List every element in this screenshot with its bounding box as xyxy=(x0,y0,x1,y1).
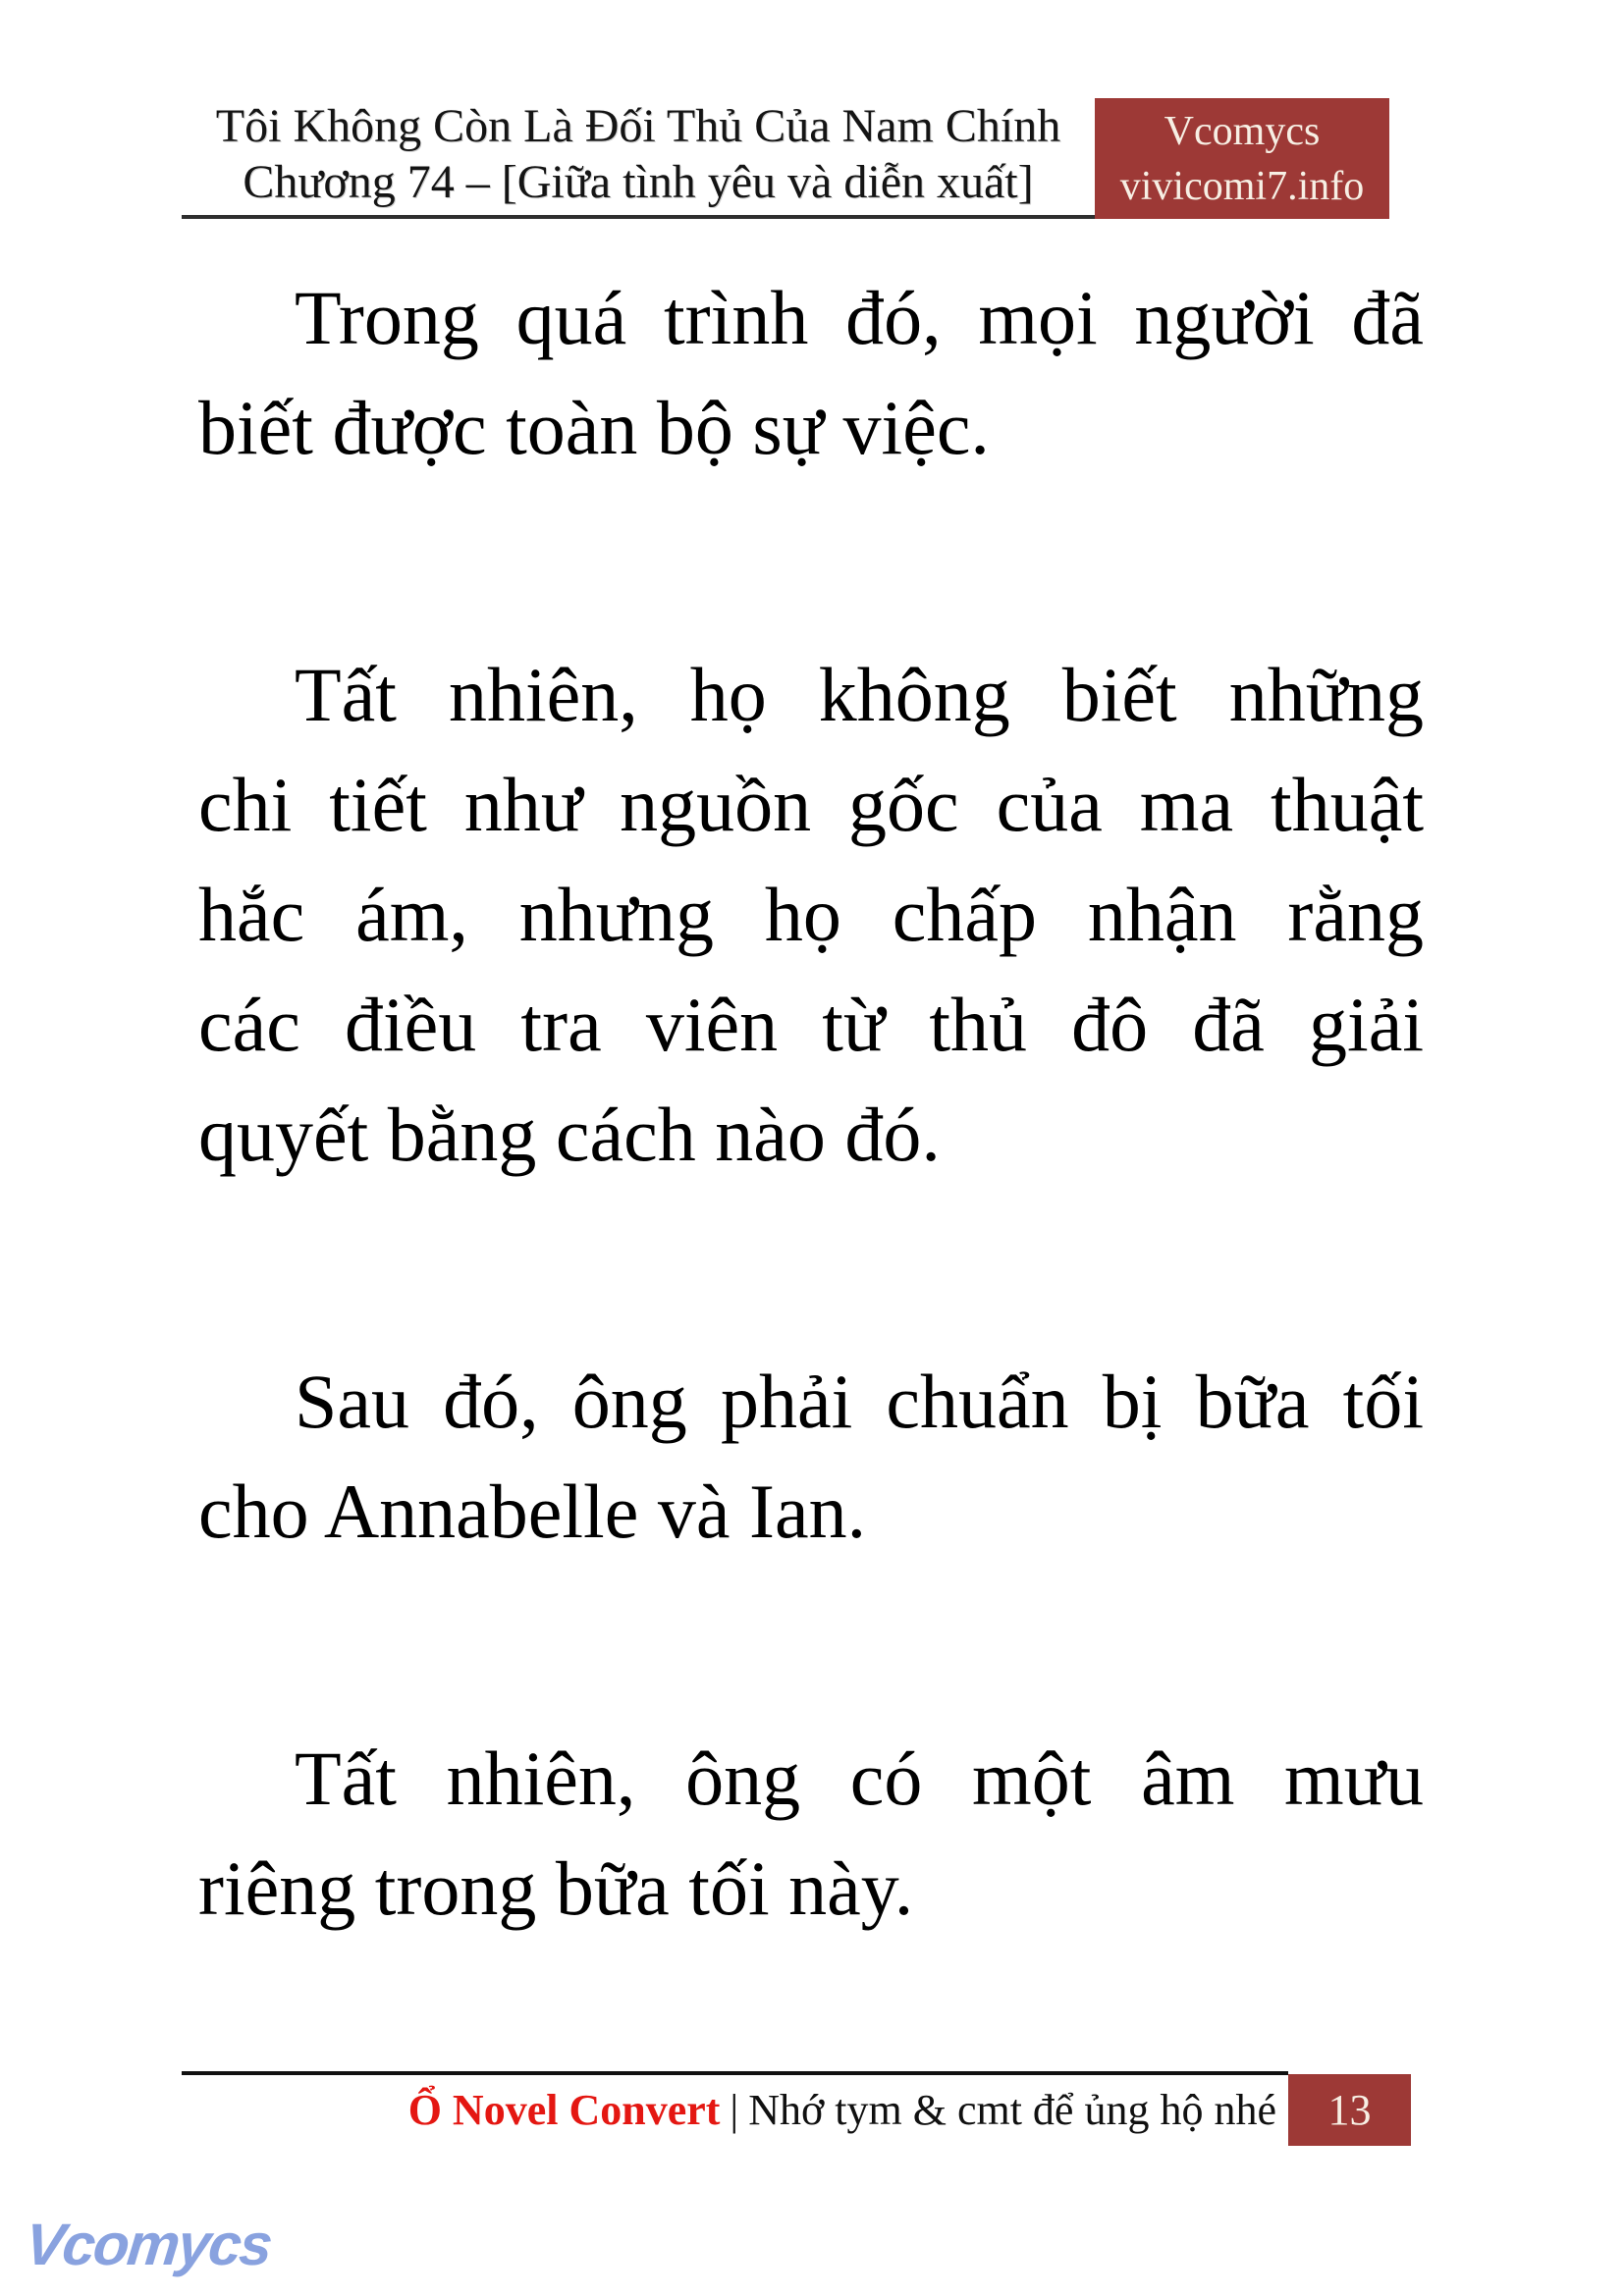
badge-site: vivicomi7.info xyxy=(1119,163,1365,209)
footer-divider xyxy=(182,2071,1288,2075)
footer-separator: | xyxy=(730,2086,739,2134)
footer-note: Nhớ tym & cmt để ủng hộ nhé xyxy=(748,2086,1276,2134)
body-paragraph xyxy=(198,1347,1424,1567)
text-line: riêng trong bữa tối này. xyxy=(198,1845,914,1931)
text-line: hắc ám, nhưng họ chấp nhận rằng xyxy=(198,872,1424,957)
text-line: Tất nhiên, họ không biết những xyxy=(295,652,1424,737)
text-line: biết được toàn bộ sự việc. xyxy=(198,385,990,470)
text-line: Tất nhiên, ông có một âm mưu xyxy=(295,1735,1424,1821)
badge-brand: Vcomycs xyxy=(1164,108,1321,154)
text-line: Trong quá trình đó, mọi người đã xyxy=(295,275,1424,360)
novel-title: Tôi Không Còn Là Đối Thủ Của Nam Chính xyxy=(215,100,1061,152)
body-paragraph xyxy=(198,263,1424,483)
text-line: Sau đó, ông phải chuẩn bị bữa tối xyxy=(295,1359,1424,1444)
text-line: cho Annabelle và Ian. xyxy=(198,1468,867,1554)
text-line: chi tiết như nguồn gốc của ma thuật xyxy=(198,762,1424,847)
text-line: quyết bằng cách nào đó. xyxy=(198,1092,941,1177)
chapter-body xyxy=(198,263,1424,1944)
text-line: các điều tra viên từ thủ đô đã giải xyxy=(198,982,1424,1067)
footer-credit xyxy=(408,2082,1276,2139)
chapter-header xyxy=(182,98,1095,210)
body-paragraph xyxy=(198,640,1424,1190)
page-number-badge: 13 xyxy=(1288,2074,1411,2146)
footer-brand: Ổ Novel Convert xyxy=(407,2086,721,2134)
chapter-title: Chương 74 – [Giữa tình yêu và diễn xuất] xyxy=(243,156,1034,208)
translator-badge xyxy=(1095,98,1389,219)
vcomycs-watermark-logo: Vcomycs xyxy=(22,2212,275,2277)
body-paragraph xyxy=(198,1724,1424,1944)
